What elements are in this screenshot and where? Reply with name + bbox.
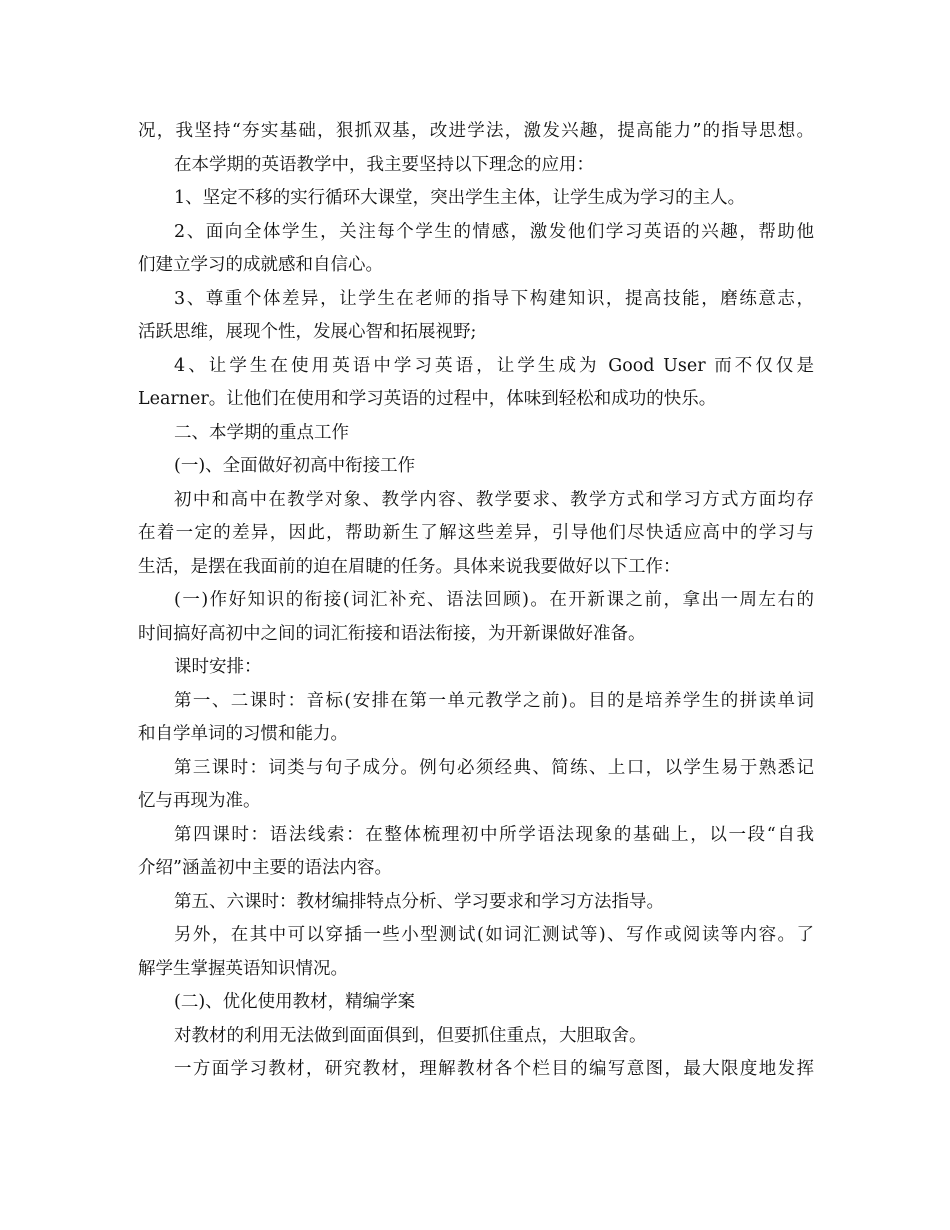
text-line: 1、坚定不移的实行循环大课堂，突出学生主体，让学生成为学习的主人。 bbox=[174, 188, 746, 208]
text-line: 初中和高中在教学对象、教学内容、教学要求、教学方式和学习方式方面均存 bbox=[174, 489, 814, 510]
text-line: 课时安排： bbox=[174, 657, 262, 677]
text-line: 况，我坚持“夯实基础，狠抓双基，改进学法，激发兴趣，提高能力”的指导思想。 bbox=[138, 121, 814, 141]
subsection-heading: (二)、优化使用教材，精编学案 bbox=[174, 992, 416, 1012]
text-line: 第三课时：词类与句子成分。例句必须经典、简练、上口，以学生易于熟悉记 bbox=[174, 757, 814, 778]
text-line: 解学生掌握英语知识情况。 bbox=[138, 958, 348, 979]
text-line: 一方面学习教材，研究教材，理解教材各个栏目的编写意图，最大限度地发挥 bbox=[174, 1059, 814, 1079]
text-line: 3、尊重个体差异，让学生在老师的指导下构建知识，提高技能，磨练意志， bbox=[174, 288, 814, 309]
text-line: 活跃思维，展现个性，发展心智和拓展视野; bbox=[138, 322, 477, 342]
text-line: 介绍”涵盖初中主要的语法内容。 bbox=[138, 858, 392, 878]
text-line: Learner。让他们在使用和学习英语的过程中，体味到轻松和成功的快乐。 bbox=[138, 389, 717, 409]
text-line: 4、让学生在使用英语中学习英语，让学生成为 Good User 而不仅仅是 bbox=[174, 355, 814, 376]
text-line: 第五、六课时：教材编排特点分析、学习要求和学习方法指导。 bbox=[174, 891, 664, 912]
text-line: 第四课时：语法线索：在整体梳理初中所学语法现象的基础上，以一段“自我 bbox=[174, 824, 814, 845]
section-heading: 二、本学期的重点工作 bbox=[174, 422, 349, 443]
text-line: (一)作好知识的衔接(词汇补充、语法回顾)。在开新课之前，拿出一周左右的 bbox=[174, 590, 814, 610]
text-line: 在着一定的差异，因此，帮助新生了解这些差异，引导他们尽快适应高中的学习与 bbox=[138, 523, 814, 543]
text-line: 对教材的利用无法做到面面俱到，但要抓住重点，大胆取舍。 bbox=[174, 1025, 647, 1046]
subsection-heading: (一)、全面做好初高中衔接工作 bbox=[174, 456, 416, 476]
document-body bbox=[138, 115, 814, 1087]
text-line: 第一、二课时：音标(安排在第一单元教学之前)。目的是培养学生的拼读单词 bbox=[174, 690, 814, 711]
text-line: 时间搞好高初中之间的词汇衔接和语法衔接，为开新课做好准备。 bbox=[138, 623, 646, 644]
text-line: 另外，在其中可以穿插一些小型测试(如词汇测试等)、写作或阅读等内容。了 bbox=[174, 925, 814, 945]
text-line: 2、面向全体学生，关注每个学生的情感，激发他们学习英语的兴趣，帮助他 bbox=[174, 221, 814, 242]
text-line: 在本学期的英语教学中，我主要坚持以下理念的应用： bbox=[174, 154, 594, 175]
text-line: 生活，是摆在我面前的迫在眉睫的任务。具体来说我要做好以下工作： bbox=[138, 556, 681, 577]
text-line: 们建立学习的成就感和自信心。 bbox=[138, 255, 383, 275]
text-line: 和自学单词的习惯和能力。 bbox=[138, 724, 348, 744]
text-line: 忆与再现为准。 bbox=[138, 791, 261, 811]
